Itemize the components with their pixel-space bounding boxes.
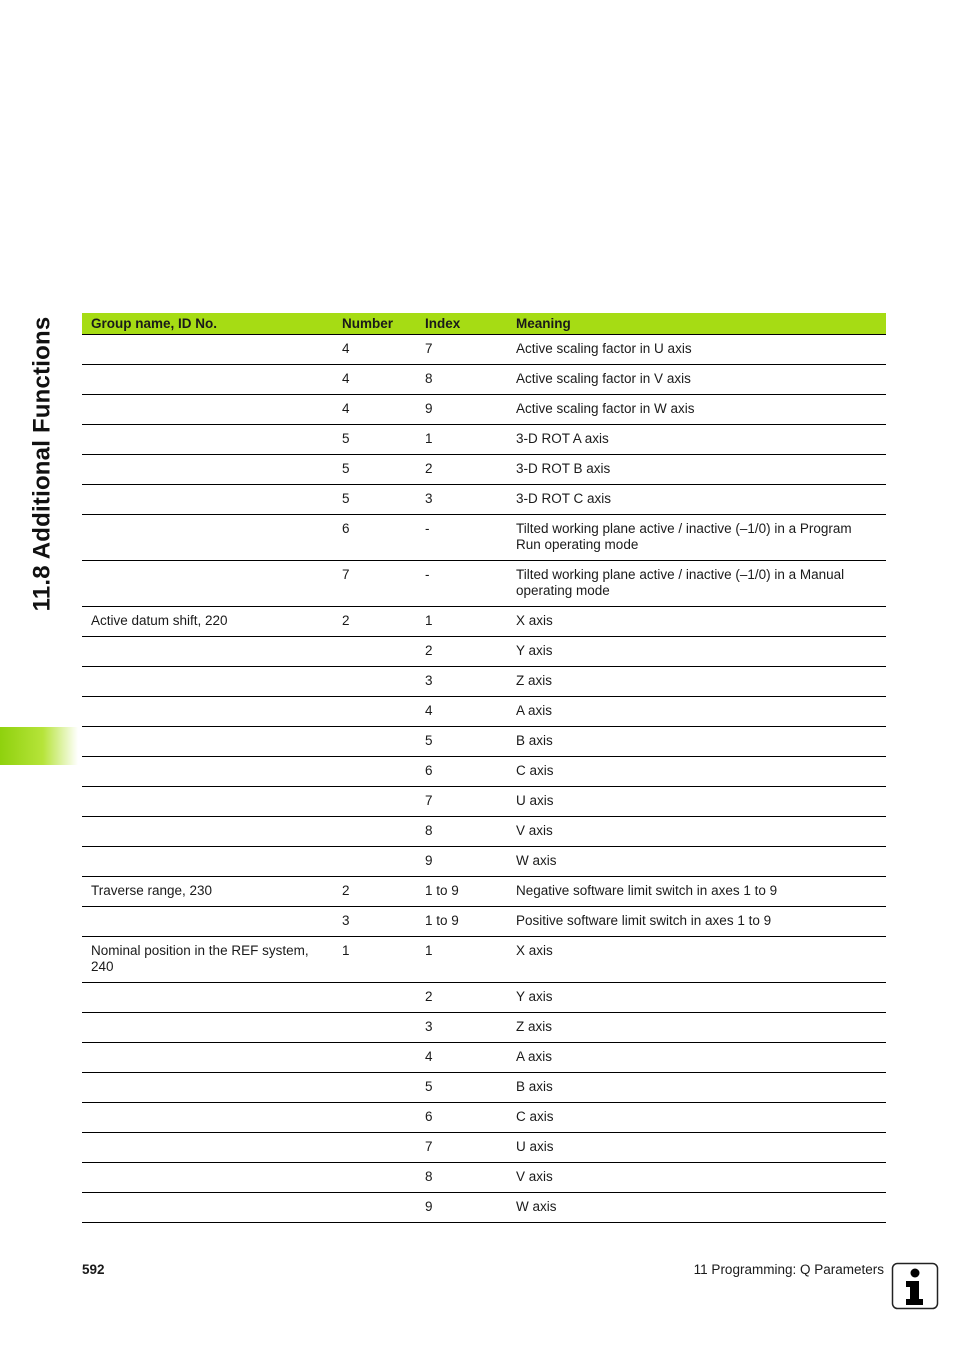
cell-index: 2 bbox=[416, 637, 507, 667]
cell-group bbox=[82, 1043, 333, 1073]
cell-group bbox=[82, 455, 333, 485]
cell-group: Active datum shift, 220 bbox=[82, 607, 333, 637]
cell-index: 3 bbox=[416, 667, 507, 697]
cell-meaning: U axis bbox=[507, 1133, 886, 1163]
cell-number bbox=[333, 1133, 416, 1163]
cell-index: 6 bbox=[416, 757, 507, 787]
cell-meaning: B axis bbox=[507, 727, 886, 757]
cell-number: 1 bbox=[333, 937, 416, 983]
cell-meaning: Active scaling factor in U axis bbox=[507, 335, 886, 365]
table-row bbox=[82, 983, 886, 1013]
table-row bbox=[82, 365, 886, 395]
cell-meaning: Tilted working plane active / inactive (–1/0) in a Manual operating mode bbox=[507, 561, 886, 607]
cell-number: 4 bbox=[333, 395, 416, 425]
cell-index: 9 bbox=[416, 1193, 507, 1223]
table-row bbox=[82, 937, 886, 983]
cell-number bbox=[333, 1193, 416, 1223]
header-meaning: Meaning bbox=[507, 313, 886, 335]
cell-group bbox=[82, 817, 333, 847]
cell-number: 6 bbox=[333, 515, 416, 561]
table-row bbox=[82, 485, 886, 515]
cell-meaning: Active scaling factor in W axis bbox=[507, 395, 886, 425]
chapter-side-title-text: 11.8 Additional Functions bbox=[28, 316, 55, 612]
cell-number: 2 bbox=[333, 877, 416, 907]
cell-index: 2 bbox=[416, 983, 507, 1013]
table-row bbox=[82, 1043, 886, 1073]
cell-group bbox=[82, 425, 333, 455]
table-row bbox=[82, 1163, 886, 1193]
table-row bbox=[82, 425, 886, 455]
cell-group bbox=[82, 515, 333, 561]
cell-group: Nominal position in the REF system, 240 bbox=[82, 937, 333, 983]
cell-meaning: V axis bbox=[507, 817, 886, 847]
header-number: Number bbox=[333, 313, 416, 335]
table-row bbox=[82, 1103, 886, 1133]
cell-number bbox=[333, 847, 416, 877]
chapter-title: 11 Programming: Q Parameters bbox=[693, 1262, 884, 1277]
header-group: Group name, ID No. bbox=[82, 313, 333, 335]
cell-group bbox=[82, 1013, 333, 1043]
cell-number bbox=[333, 697, 416, 727]
cell-meaning: B axis bbox=[507, 1073, 886, 1103]
table-row bbox=[82, 877, 886, 907]
cell-meaning: Z axis bbox=[507, 667, 886, 697]
cell-meaning: Y axis bbox=[507, 983, 886, 1013]
table-row bbox=[82, 757, 886, 787]
cell-meaning: U axis bbox=[507, 787, 886, 817]
page-number: 592 bbox=[82, 1262, 105, 1277]
cell-number bbox=[333, 727, 416, 757]
cell-index: 1 bbox=[416, 937, 507, 983]
cell-meaning: W axis bbox=[507, 847, 886, 877]
cell-index: 2 bbox=[416, 455, 507, 485]
cell-number bbox=[333, 1073, 416, 1103]
cell-number bbox=[333, 667, 416, 697]
cell-number: 5 bbox=[333, 425, 416, 455]
table-row bbox=[82, 637, 886, 667]
cell-meaning: 3-D ROT A axis bbox=[507, 425, 886, 455]
cell-meaning: C axis bbox=[507, 757, 886, 787]
cell-group bbox=[82, 847, 333, 877]
cell-number: 7 bbox=[333, 561, 416, 607]
cell-index: 5 bbox=[416, 727, 507, 757]
cell-number bbox=[333, 983, 416, 1013]
cell-number bbox=[333, 1043, 416, 1073]
cell-group bbox=[82, 1103, 333, 1133]
cell-meaning: V axis bbox=[507, 1163, 886, 1193]
table-row bbox=[82, 607, 886, 637]
table-row bbox=[82, 697, 886, 727]
cell-number bbox=[333, 817, 416, 847]
cell-group bbox=[82, 365, 333, 395]
cell-group bbox=[82, 983, 333, 1013]
cell-number: 4 bbox=[333, 365, 416, 395]
cell-number: 5 bbox=[333, 485, 416, 515]
cell-index: 8 bbox=[416, 817, 507, 847]
table-row bbox=[82, 817, 886, 847]
cell-index: 4 bbox=[416, 697, 507, 727]
cell-index: 7 bbox=[416, 1133, 507, 1163]
cell-group bbox=[82, 907, 333, 937]
cell-meaning: Z axis bbox=[507, 1013, 886, 1043]
cell-number bbox=[333, 637, 416, 667]
parameter-table bbox=[82, 313, 886, 1223]
cell-meaning: W axis bbox=[507, 1193, 886, 1223]
cell-index: - bbox=[416, 515, 507, 561]
cell-number bbox=[333, 1013, 416, 1043]
table-row bbox=[82, 1133, 886, 1163]
table-row bbox=[82, 335, 886, 365]
cell-meaning: A axis bbox=[507, 1043, 886, 1073]
cell-meaning: Positive software limit switch in axes 1 to 9 bbox=[507, 907, 886, 937]
cell-index: 7 bbox=[416, 787, 507, 817]
cell-index: 9 bbox=[416, 395, 507, 425]
table-header-row bbox=[82, 313, 886, 335]
table-body bbox=[82, 335, 886, 1223]
cell-index: 1 to 9 bbox=[416, 907, 507, 937]
cell-meaning: C axis bbox=[507, 1103, 886, 1133]
cell-group bbox=[82, 667, 333, 697]
cell-group bbox=[82, 395, 333, 425]
chapter-side-title bbox=[20, 312, 64, 616]
cell-meaning: 3-D ROT B axis bbox=[507, 455, 886, 485]
table-row bbox=[82, 787, 886, 817]
cell-index: 6 bbox=[416, 1103, 507, 1133]
cell-index: 9 bbox=[416, 847, 507, 877]
table-row bbox=[82, 907, 886, 937]
cell-number: 2 bbox=[333, 607, 416, 637]
cell-group: Traverse range, 230 bbox=[82, 877, 333, 907]
table-row bbox=[82, 667, 886, 697]
table-row bbox=[82, 1193, 886, 1223]
cell-index: 1 to 9 bbox=[416, 877, 507, 907]
cell-meaning: Negative software limit switch in axes 1 to 9 bbox=[507, 877, 886, 907]
cell-index: 1 bbox=[416, 425, 507, 455]
table-row bbox=[82, 1073, 886, 1103]
cell-meaning: A axis bbox=[507, 697, 886, 727]
cell-index: - bbox=[416, 561, 507, 607]
cell-number: 5 bbox=[333, 455, 416, 485]
cell-group bbox=[82, 485, 333, 515]
cell-index: 7 bbox=[416, 335, 507, 365]
table-row bbox=[82, 561, 886, 607]
cell-group bbox=[82, 637, 333, 667]
cell-index: 8 bbox=[416, 365, 507, 395]
cell-meaning: Tilted working plane active / inactive (–1/0) in a Program Run operating mode bbox=[507, 515, 886, 561]
cell-group bbox=[82, 697, 333, 727]
cell-number bbox=[333, 787, 416, 817]
cell-group bbox=[82, 335, 333, 365]
table-row bbox=[82, 515, 886, 561]
cell-index: 3 bbox=[416, 1013, 507, 1043]
cell-group bbox=[82, 727, 333, 757]
cell-group bbox=[82, 787, 333, 817]
table-row bbox=[82, 1013, 886, 1043]
table-row bbox=[82, 455, 886, 485]
cell-number bbox=[333, 1103, 416, 1133]
cell-meaning: X axis bbox=[507, 607, 886, 637]
cell-group bbox=[82, 757, 333, 787]
table-row bbox=[82, 395, 886, 425]
cell-group bbox=[82, 1163, 333, 1193]
cell-index: 5 bbox=[416, 1073, 507, 1103]
header-index: Index bbox=[416, 313, 507, 335]
cell-index: 3 bbox=[416, 485, 507, 515]
cell-index: 1 bbox=[416, 607, 507, 637]
info-icon bbox=[891, 1262, 939, 1310]
table-row bbox=[82, 847, 886, 877]
cell-meaning: 3-D ROT C axis bbox=[507, 485, 886, 515]
cell-meaning: Y axis bbox=[507, 637, 886, 667]
cell-group bbox=[82, 1193, 333, 1223]
cell-group bbox=[82, 561, 333, 607]
cell-index: 4 bbox=[416, 1043, 507, 1073]
cell-group bbox=[82, 1073, 333, 1103]
table-row bbox=[82, 727, 886, 757]
cell-index: 8 bbox=[416, 1163, 507, 1193]
cell-meaning: Active scaling factor in V axis bbox=[507, 365, 886, 395]
cell-group bbox=[82, 1133, 333, 1163]
cell-number bbox=[333, 1163, 416, 1193]
cell-number: 3 bbox=[333, 907, 416, 937]
cell-meaning: X axis bbox=[507, 937, 886, 983]
cell-number: 4 bbox=[333, 335, 416, 365]
chapter-tab-marker bbox=[0, 727, 78, 765]
cell-number bbox=[333, 757, 416, 787]
